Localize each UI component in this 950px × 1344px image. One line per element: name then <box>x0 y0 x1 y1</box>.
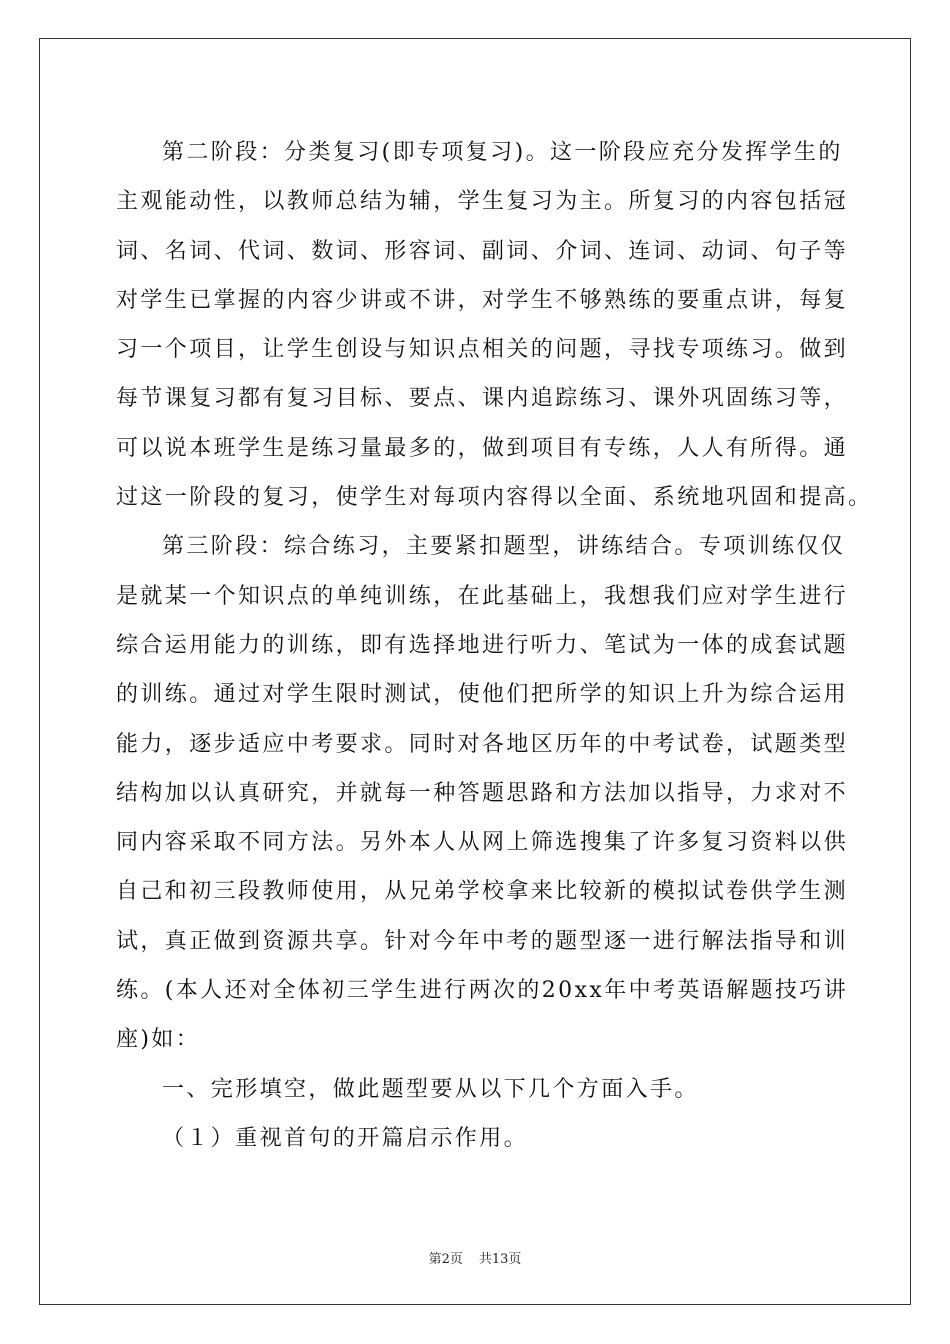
paragraph-line: 习一个项目，让学生创设与知识点相关的问题，寻找专项练习。做到 <box>116 337 849 363</box>
paragraph-line: 每节课复习都有复习目标、要点、课内追踪练习、课外巩固练习等， <box>116 386 849 412</box>
paragraph-line: 对学生已掌握的内容少讲或不讲，对学生不够熟练的要重点讲，每复 <box>116 287 849 313</box>
page-number: 第2页 <box>428 1252 463 1267</box>
page-total: 共13页 <box>478 1252 522 1267</box>
document-body <box>116 128 873 1163</box>
paragraph-line: 结构加以认真研究，并就每一种答题思路和方法加以指导，力求对不 <box>116 780 849 806</box>
paragraph-line: 座)如： <box>116 1027 201 1053</box>
paragraph-line: 可以说本班学生是练习量最多的，做到项目有专练，人人有所得。通 <box>116 435 849 461</box>
paragraph-line: 综合运用能力的训练，即有选择地进行听力、笔试为一体的成套试题 <box>116 632 849 658</box>
paragraph-line: 试，真正做到资源共享。针对今年中考的题型逐一进行解法指导和训 <box>116 928 849 954</box>
paragraph-line: 自己和初三段教师使用，从兄弟学校拿来比较新的模拟试卷供学生测 <box>116 879 849 905</box>
paragraph-line: 同内容采取不同方法。另外本人从网上筛选搜集了许多复习资料以供 <box>116 830 849 856</box>
paragraph-line: 主观能动性，以教师总结为辅，学生复习为主。所复习的内容包括冠 <box>116 189 849 215</box>
paragraph-line: 第三阶段：综合练习，主要紧扣题型，讲练结合。专项训练仅仅 <box>162 534 846 560</box>
paragraph-line: 过这一阶段的复习，使学生对每项内容得以全面、系统地巩固和提高。 <box>116 485 873 511</box>
list-item: （１）重视首句的开篇启示作用。 <box>162 1125 529 1151</box>
paragraph-line: 词、名词、代词、数词、形容词、副词、介词、连词、动词、句子等 <box>116 238 849 264</box>
paragraph-line: 练。(本人还对全体初三学生进行两次的20xx年中考英语解题技巧讲 <box>116 978 849 1004</box>
paragraph-line: 第二阶段：分类复习(即专项复习)。这一阶段应充分发挥学生的 <box>162 140 843 165</box>
paragraph-line: 是就某一个知识点的单纯训练，在此基础上，我想我们应对学生进行 <box>116 583 849 609</box>
paragraph-line: 能力，逐步适应中考要求。同时对各地区历年的中考试卷，试题类型 <box>116 731 849 757</box>
page-footer <box>0 1248 950 1267</box>
section-heading: 一、完形填空，做此题型要从以下几个方面入手。 <box>162 1076 699 1102</box>
paragraph-line: 的训练。通过对学生限时测试，使他们把所学的知识上升为综合运用 <box>116 682 849 708</box>
